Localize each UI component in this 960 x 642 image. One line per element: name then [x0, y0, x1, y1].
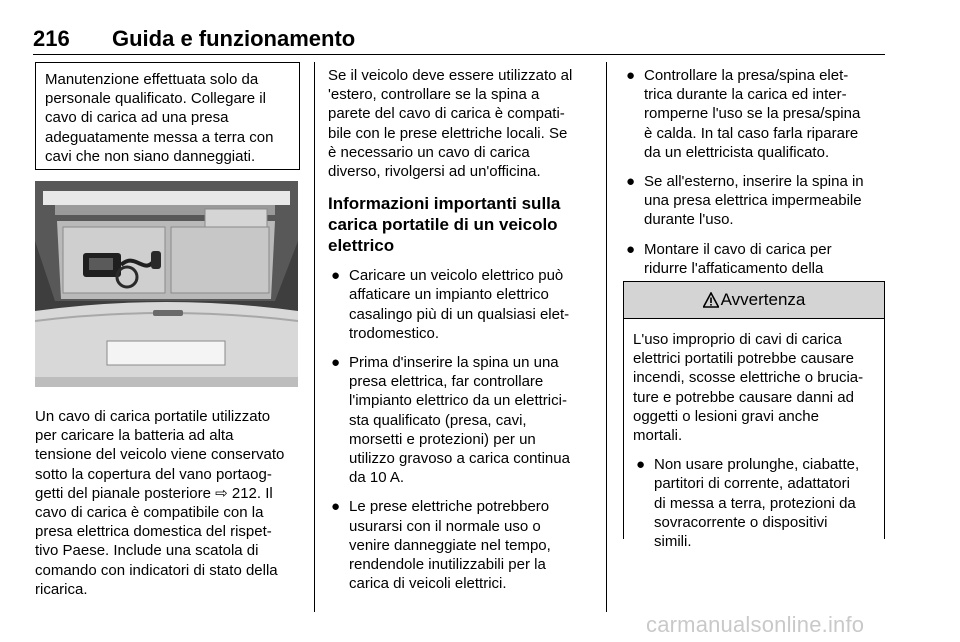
notice-line: cavi che non siano danneggiati. [45, 147, 256, 165]
intro-paragraph: Se il veicolo deve essere utilizzato al 'estero, controllare se la spina a parete del cavo di carica è compati- bile con le prese elettriche locali. Se è necessario un cavo di carica diverso, rivolgersi ad un'officina. [328, 67, 573, 181]
page-reference-link[interactable]: 212 [231, 484, 257, 502]
caption-line: comando con indicatori di stato della [35, 561, 278, 579]
caption-line: presa elettrica domestica del rispet- [35, 523, 272, 541]
caption-line: per caricare la batteria ad alta [35, 427, 234, 445]
bullet-icon: ● [331, 498, 341, 516]
bullet-icon: ● [626, 67, 636, 84]
page-ref-arrow-icon: ⇨ [215, 484, 228, 502]
notice-box [35, 62, 300, 170]
running-title: Guida e funzionamento [112, 26, 356, 51]
caption-line-with-ref: getti del pianale posteriore ⇨ 212. Il [35, 484, 273, 502]
notice-line: cavo di carica ad una presa [45, 109, 229, 127]
caption-line: tensione del veicolo viene conservato [35, 446, 285, 464]
bullet-icon: ● [331, 354, 341, 372]
column-divider-1 [314, 62, 315, 612]
warning-title: Avvertenza [720, 290, 806, 309]
page-number: 216 [33, 26, 70, 51]
warning-bullet-list [633, 455, 875, 551]
column-3-text [623, 66, 888, 297]
caption-line: sotto la copertura del vano portaog- [35, 465, 272, 483]
bullet-icon: ● [626, 240, 636, 258]
list-item: ● Le prese elettriche potrebbero usurarsi con il normale uso o venire danneggiate nel tempo, rendendole inutilizzabili per la carica di veicoli elettrici. [331, 498, 551, 593]
bullet-list [623, 66, 888, 297]
bullet-icon: ● [331, 267, 341, 285]
notice-line: personale qualificato. Collegare il [45, 90, 266, 108]
column-2-text [328, 66, 598, 593]
list-item: ● Prima d'inserire la spina un una presa elettrica, far controllare l'impianto elettrico da un elettrici- sta qualificato (presa, cavi, morsetti e protezioni) per un utilizzo gravoso a carica continua da 10 A. [331, 354, 570, 487]
caption-line: tivo Paese. Include una scatola di [35, 542, 259, 560]
warning-body: L'uso improprio di cavi di carica elettrici portatili potrebbe causare incendi, scosse elettriche o brucia- ture e potrebbe causare danni ad oggetti o lesioni gravi anche mortali. ● Non usare prolunghe, ciabatte, partitori di corrente, adattatori di messa a terra, protezioni da sovracorrente o dispositivi simili. [624, 319, 884, 551]
notice-line: adeguatamente messa a terra con [45, 128, 274, 146]
list-item: ● Non usare prolunghe, ciabatte, partitori di corrente, adattatori di messa a terra, protezioni da sovracorrente o dispositivi simili. [636, 456, 860, 551]
list-item: ● Controllare la presa/spina elet- trica durante la carica ed inter- romperne l'uso se la presa/spina è calda. In tal caso farla riparare da un elettricista qualificato. [626, 67, 861, 161]
warning-header [624, 282, 884, 319]
bullet-icon: ● [626, 173, 636, 191]
caption-line: Un cavo di carica portatile utilizzato [35, 408, 271, 425]
watermark: carmanualsonline.info [646, 612, 865, 637]
caption-line: cavo di carica è compatibile con la [35, 504, 264, 522]
list-item: ● Caricare un veicolo elettrico può affaticare un impianto elettrico casalingo più di un qualsiasi elet- trodomestico. [331, 267, 570, 342]
bullet-icon: ● [636, 456, 646, 474]
section-heading: Informazioni importanti sulla carica portatile di un veicolo elettrico [328, 194, 561, 256]
list-item: ● Montare il cavo di carica per ridurre l'affaticamento della [626, 240, 832, 277]
list-item: ● Se all'esterno, inserire la spina in una presa elettrica impermeabile durante l'uso. [626, 173, 864, 229]
photo-caption [35, 407, 305, 599]
warning-triangle-icon [703, 292, 719, 308]
column-divider-2 [606, 62, 607, 612]
warning-box [623, 281, 885, 551]
trunk-charging-cable-photo [35, 181, 298, 387]
header-rule [33, 54, 885, 55]
caption-line: ricarica. [35, 580, 88, 598]
bullet-list [328, 266, 598, 593]
notice-line: Manutenzione effettuata solo da [45, 71, 259, 88]
